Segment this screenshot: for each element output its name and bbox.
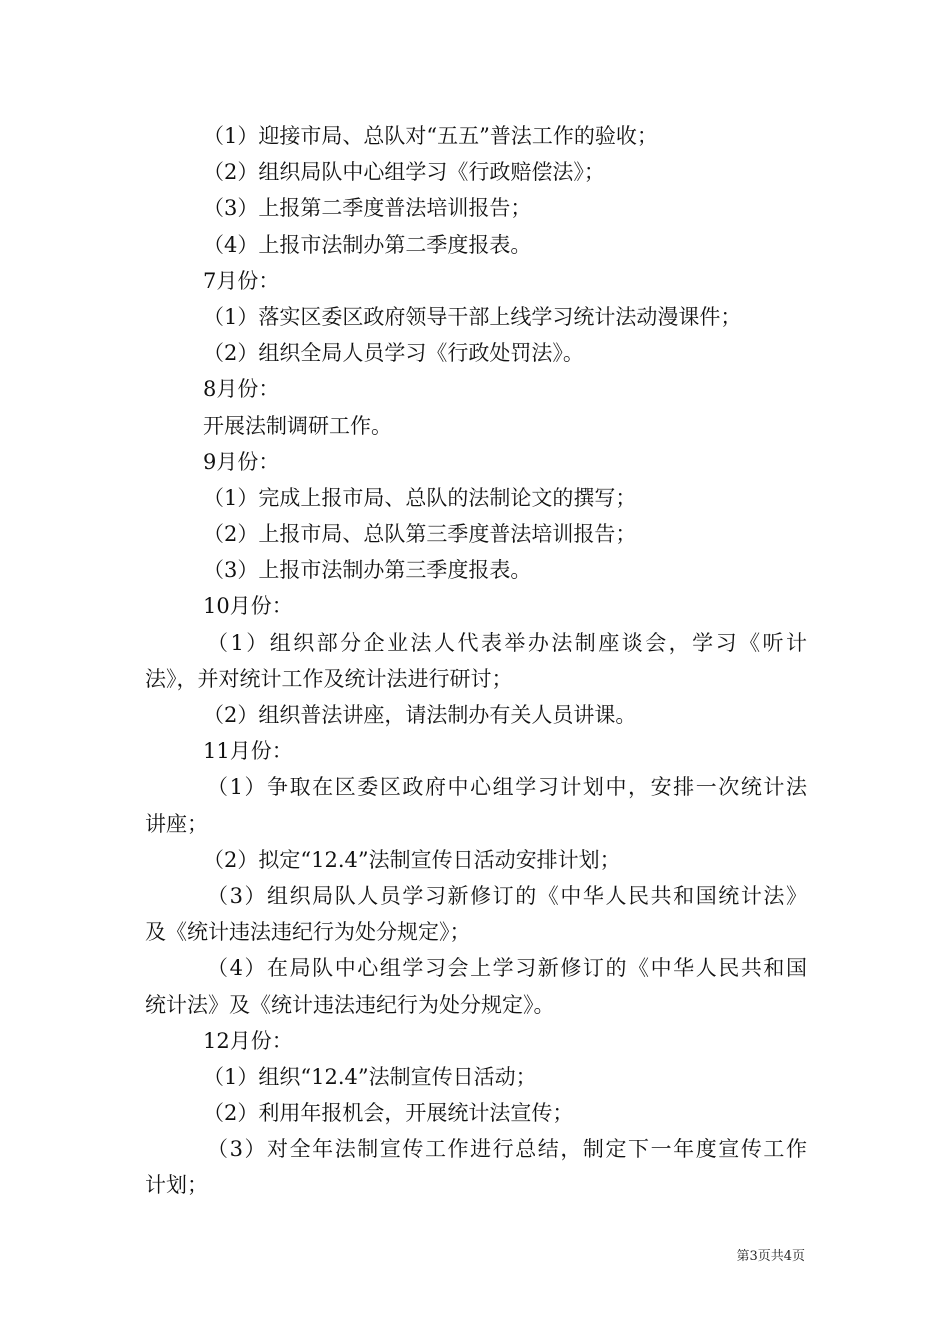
text-line: （2）组织普法讲座，请法制办有关人员讲课。 (203, 703, 637, 727)
text-line: （1）落实区委区政府领导干部上线学习统计法动漫课件； (203, 304, 742, 329)
text-line: 统计法》及《统计违法违纪行为处分规定》。 (145, 992, 555, 1017)
text-line: （3）上报第二季度普法培训报告； (203, 196, 532, 221)
month-heading: 10月份： (203, 594, 293, 619)
text-line: （4）上报市法制办第二季度报表。 (203, 232, 532, 257)
text-line: （2）利用年报机会，开展统计法宣传； (203, 1101, 574, 1126)
text-line: （2）组织局队中心组学习《行政赔偿法》； (203, 160, 605, 185)
month-heading: 9月份： (203, 449, 280, 474)
month-heading: 7月份： (203, 268, 280, 293)
text-line: （1）组织部分企业法人代表举办法制座谈会，学习《听计 (207, 630, 807, 655)
text-line: （1）迎接市局、总队对“五五”普法工作的验收； (203, 124, 658, 148)
text-line: 及《统计违法违纪行为处分规定》； (145, 920, 471, 945)
text-line: （1）争取在区委区政府中心组学习计划中，安排一次统计法 (207, 775, 807, 800)
month-heading: 8月份： (203, 377, 280, 402)
month-heading: 11月份： (203, 739, 293, 764)
month-heading: 12月份： (203, 1028, 293, 1053)
text-line: 开展法制调研工作。 (203, 413, 392, 438)
text-line: （2）拟定“12.4”法制宣传日活动安排计划； (203, 847, 621, 872)
page-number: 第3页共4页 (736, 1249, 805, 1264)
text-line: （3）上报市法制办第三季度报表。 (203, 558, 532, 583)
text-line: （4）在局队中心组学习会上学习新修订的《中华人民共和国 (207, 956, 807, 981)
text-line: （3）对全年法制宣传工作进行总结，制定下一年度宣传工作 (207, 1137, 807, 1162)
text-line: 法》，并对统计工作及统计法进行研讨； (145, 666, 513, 691)
text-line: （2）上报市局、总队第三季度普法培训报告； (203, 522, 637, 547)
text-line: 讲座； (145, 811, 208, 836)
text-line: （2）组织全局人员学习《行政处罚法》。 (203, 341, 584, 366)
document-body (145, 118, 807, 1204)
text-line: （1）完成上报市局、总队的法制论文的撰写； (203, 485, 637, 510)
text-line: （3）组织局队人员学习新修订的《中华人民共和国统计法》 (207, 883, 807, 908)
text-line: （1）组织“12.4”法制宣传日活动； (203, 1064, 537, 1089)
text-line: 计划； (145, 1173, 208, 1198)
